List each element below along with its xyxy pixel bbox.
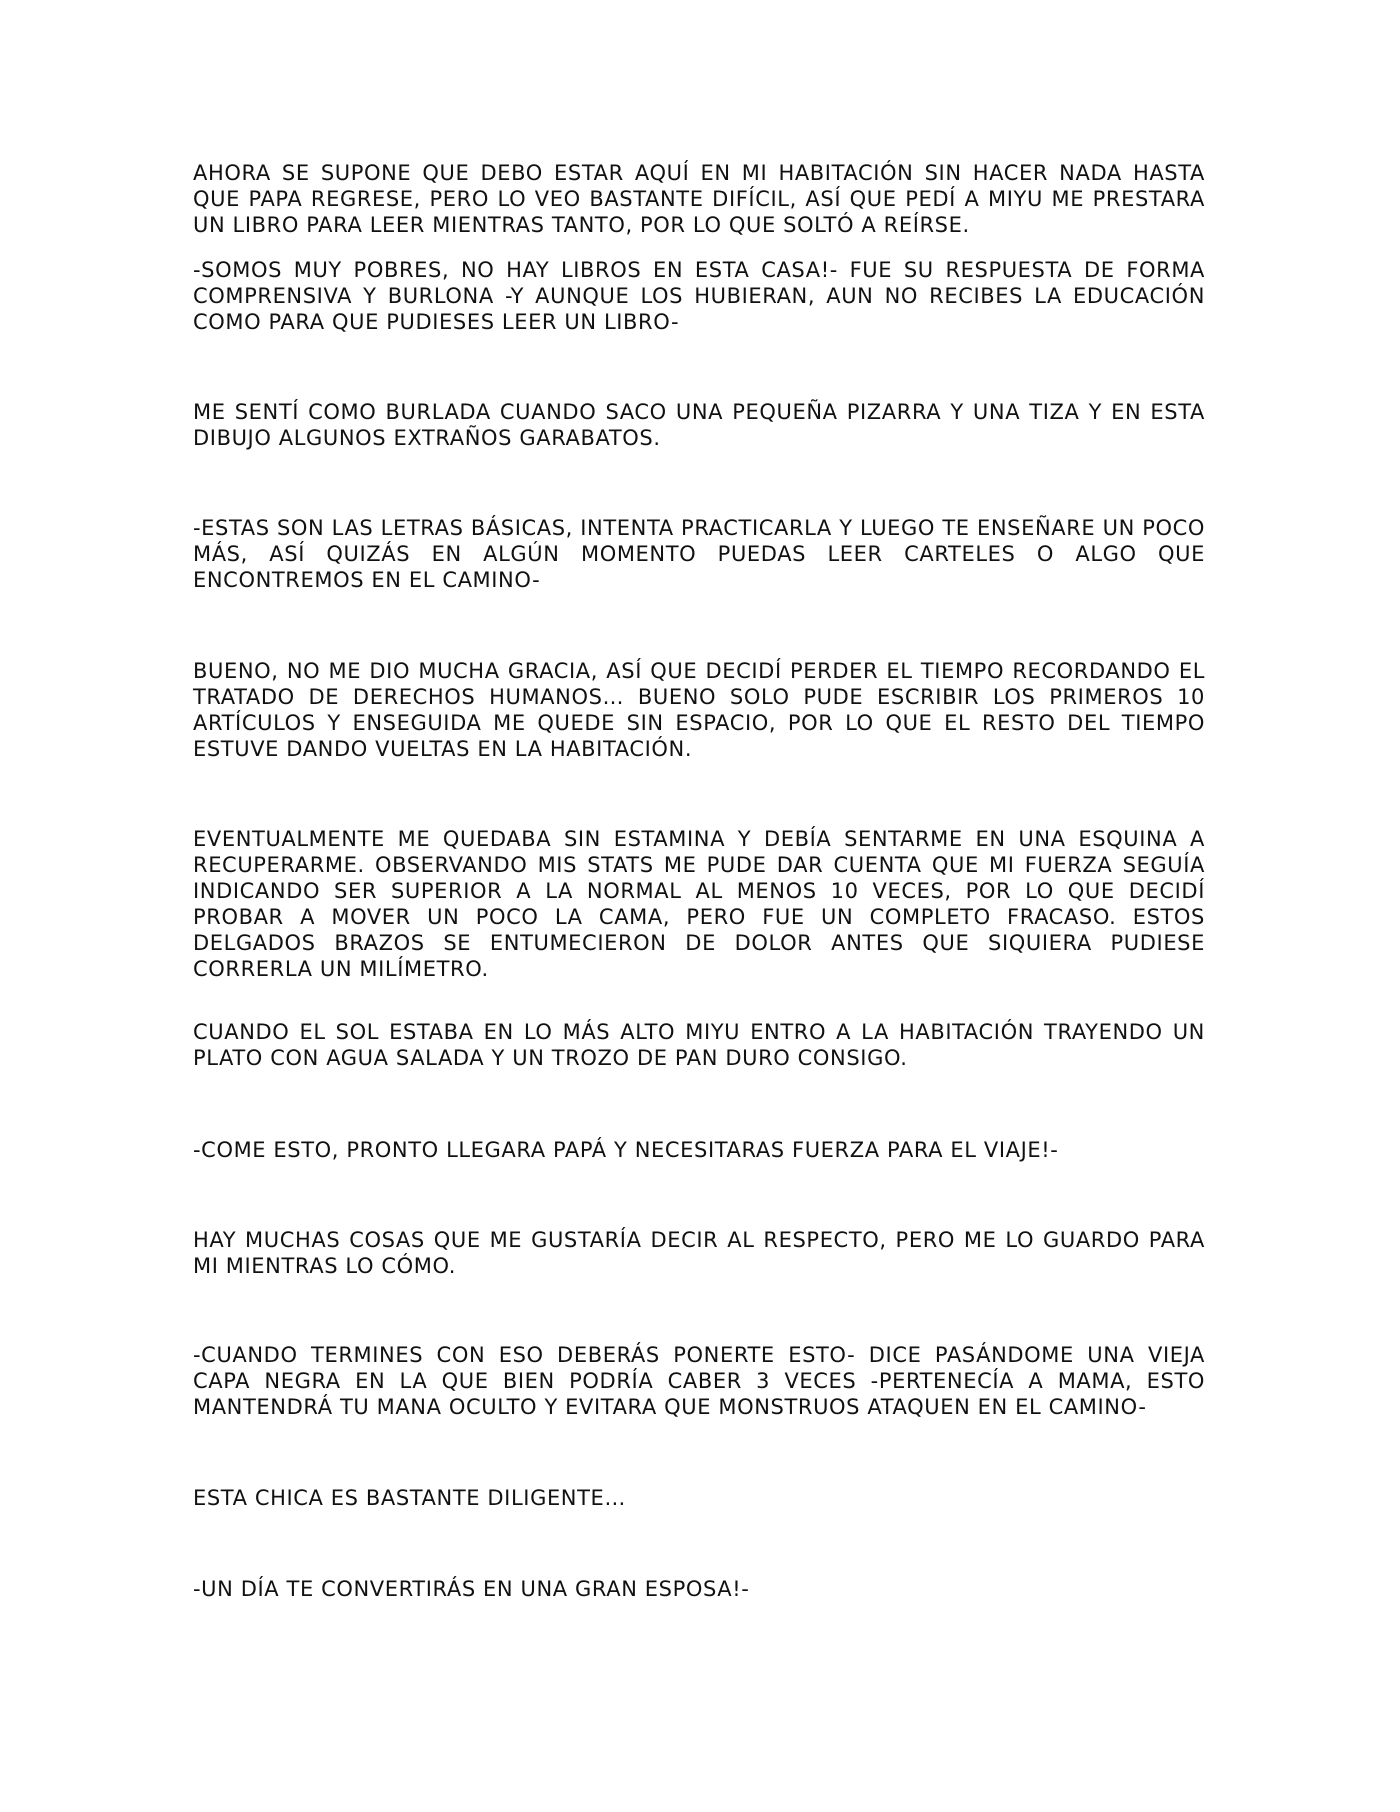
paragraph-8: -COME ESTO, PRONTO LLEGARA PAPÁ Y NECESITARAS FUERZA PARA EL VIAJE!-: [193, 1138, 1059, 1162]
paragraph-7: CUANDO EL SOL ESTABA EN LO MÁS ALTO MIYU ENTRO A LA HABITACIÓN TRAYENDO UN PLATO CON AGUA SALADA Y UN TROZO DE PAN DURO CONSIGO.: [193, 1020, 1205, 1070]
paragraph-11: ESTA CHICA ES BASTANTE DILIGENTE…: [193, 1486, 627, 1510]
paragraph-4: -ESTAS SON LAS LETRAS BÁSICAS, INTENTA PRACTICARLA Y LUEGO TE ENSEÑARE UN POCO MÁS, ASÍ QUIZÁS EN ALGÚN MOMENTO PUEDAS LEER CARTELES O ALGO QUE ENCONTREMOS EN EL CAMINO-: [193, 516, 1205, 592]
paragraph-9: HAY MUCHAS COSAS QUE ME GUSTARÍA DECIR AL RESPECTO, PERO ME LO GUARDO PARA MI MIENTRAS LO CÓMO.: [193, 1228, 1205, 1278]
paragraph-12: -UN DÍA TE CONVERTIRÁS EN UNA GRAN ESPOSA!-: [193, 1577, 750, 1601]
paragraph-6: EVENTUALMENTE ME QUEDABA SIN ESTAMINA Y DEBÍA SENTARME EN UNA ESQUINA A RECUPERARME. OBSERVANDO MIS STATS ME PUDE DAR CUENTA QUE MI FUERZA SEGUÍA INDICANDO SER SUPERIOR A LA NORMAL AL MENOS 10 VECES, POR LO QUE DECIDÍ PROBAR A MOVER UN POCO LA CAMA, PERO FUE UN COMPLETO FRACASO. ESTOS DELGADOS BRAZOS SE ENTUMECIERON DE DOLOR ANTES QUE SIQUIERA PUDIESE CORRERLA UN MILÍMETRO.: [193, 827, 1205, 981]
paragraph-5: BUENO, NO ME DIO MUCHA GRACIA, ASÍ QUE DECIDÍ PERDER EL TIEMPO RECORDANDO EL TRATADO DE DERECHOS HUMANOS… BUENO SOLO PUDE ESCRIBIR LOS PRIMEROS 10 ARTÍCULOS Y ENSEGUIDA ME QUEDE SIN ESPACIO, POR LO QUE EL RESTO DEL TIEMPO ESTUVE DANDO VUELTAS EN LA HABITACIÓN.: [193, 659, 1205, 761]
paragraph-3: ME SENTÍ COMO BURLADA CUANDO SACO UNA PEQUEÑA PIZARRA Y UNA TIZA Y EN ESTA DIBUJO ALGUNOS EXTRAÑOS GARABATOS.: [193, 400, 1205, 450]
paragraph-2: -SOMOS MUY POBRES, NO HAY LIBROS EN ESTA CASA!- FUE SU RESPUESTA DE FORMA COMPRENSIVA Y BURLONA -Y AUNQUE LOS HUBIERAN, AUN NO RECIBES LA EDUCACIÓN COMO PARA QUE PUDIESES LEER UN LIBRO-: [193, 258, 1205, 334]
paragraph-1: AHORA SE SUPONE QUE DEBO ESTAR AQUÍ EN MI HABITACIÓN SIN HACER NADA HASTA QUE PAPA REGRESE, PERO LO VEO BASTANTE DIFÍCIL, ASÍ QUE PEDÍ A MIYU ME PRESTARA UN LIBRO PARA LEER MIENTRAS TANTO, POR LO QUE SOLTÓ A REÍRSE.: [193, 161, 1205, 237]
paragraph-10: -CUANDO TERMINES CON ESO DEBERÁS PONERTE ESTO- DICE PASÁNDOME UNA VIEJA CAPA NEGRA EN LA QUE BIEN PODRÍA CABER 3 VECES -PERTENECÍA A MAMA, ESTO MANTENDRÁ TU MANA OCULTO Y EVITARA QUE MONSTRUOS ATAQUEN EN EL CAMINO-: [193, 1343, 1205, 1419]
